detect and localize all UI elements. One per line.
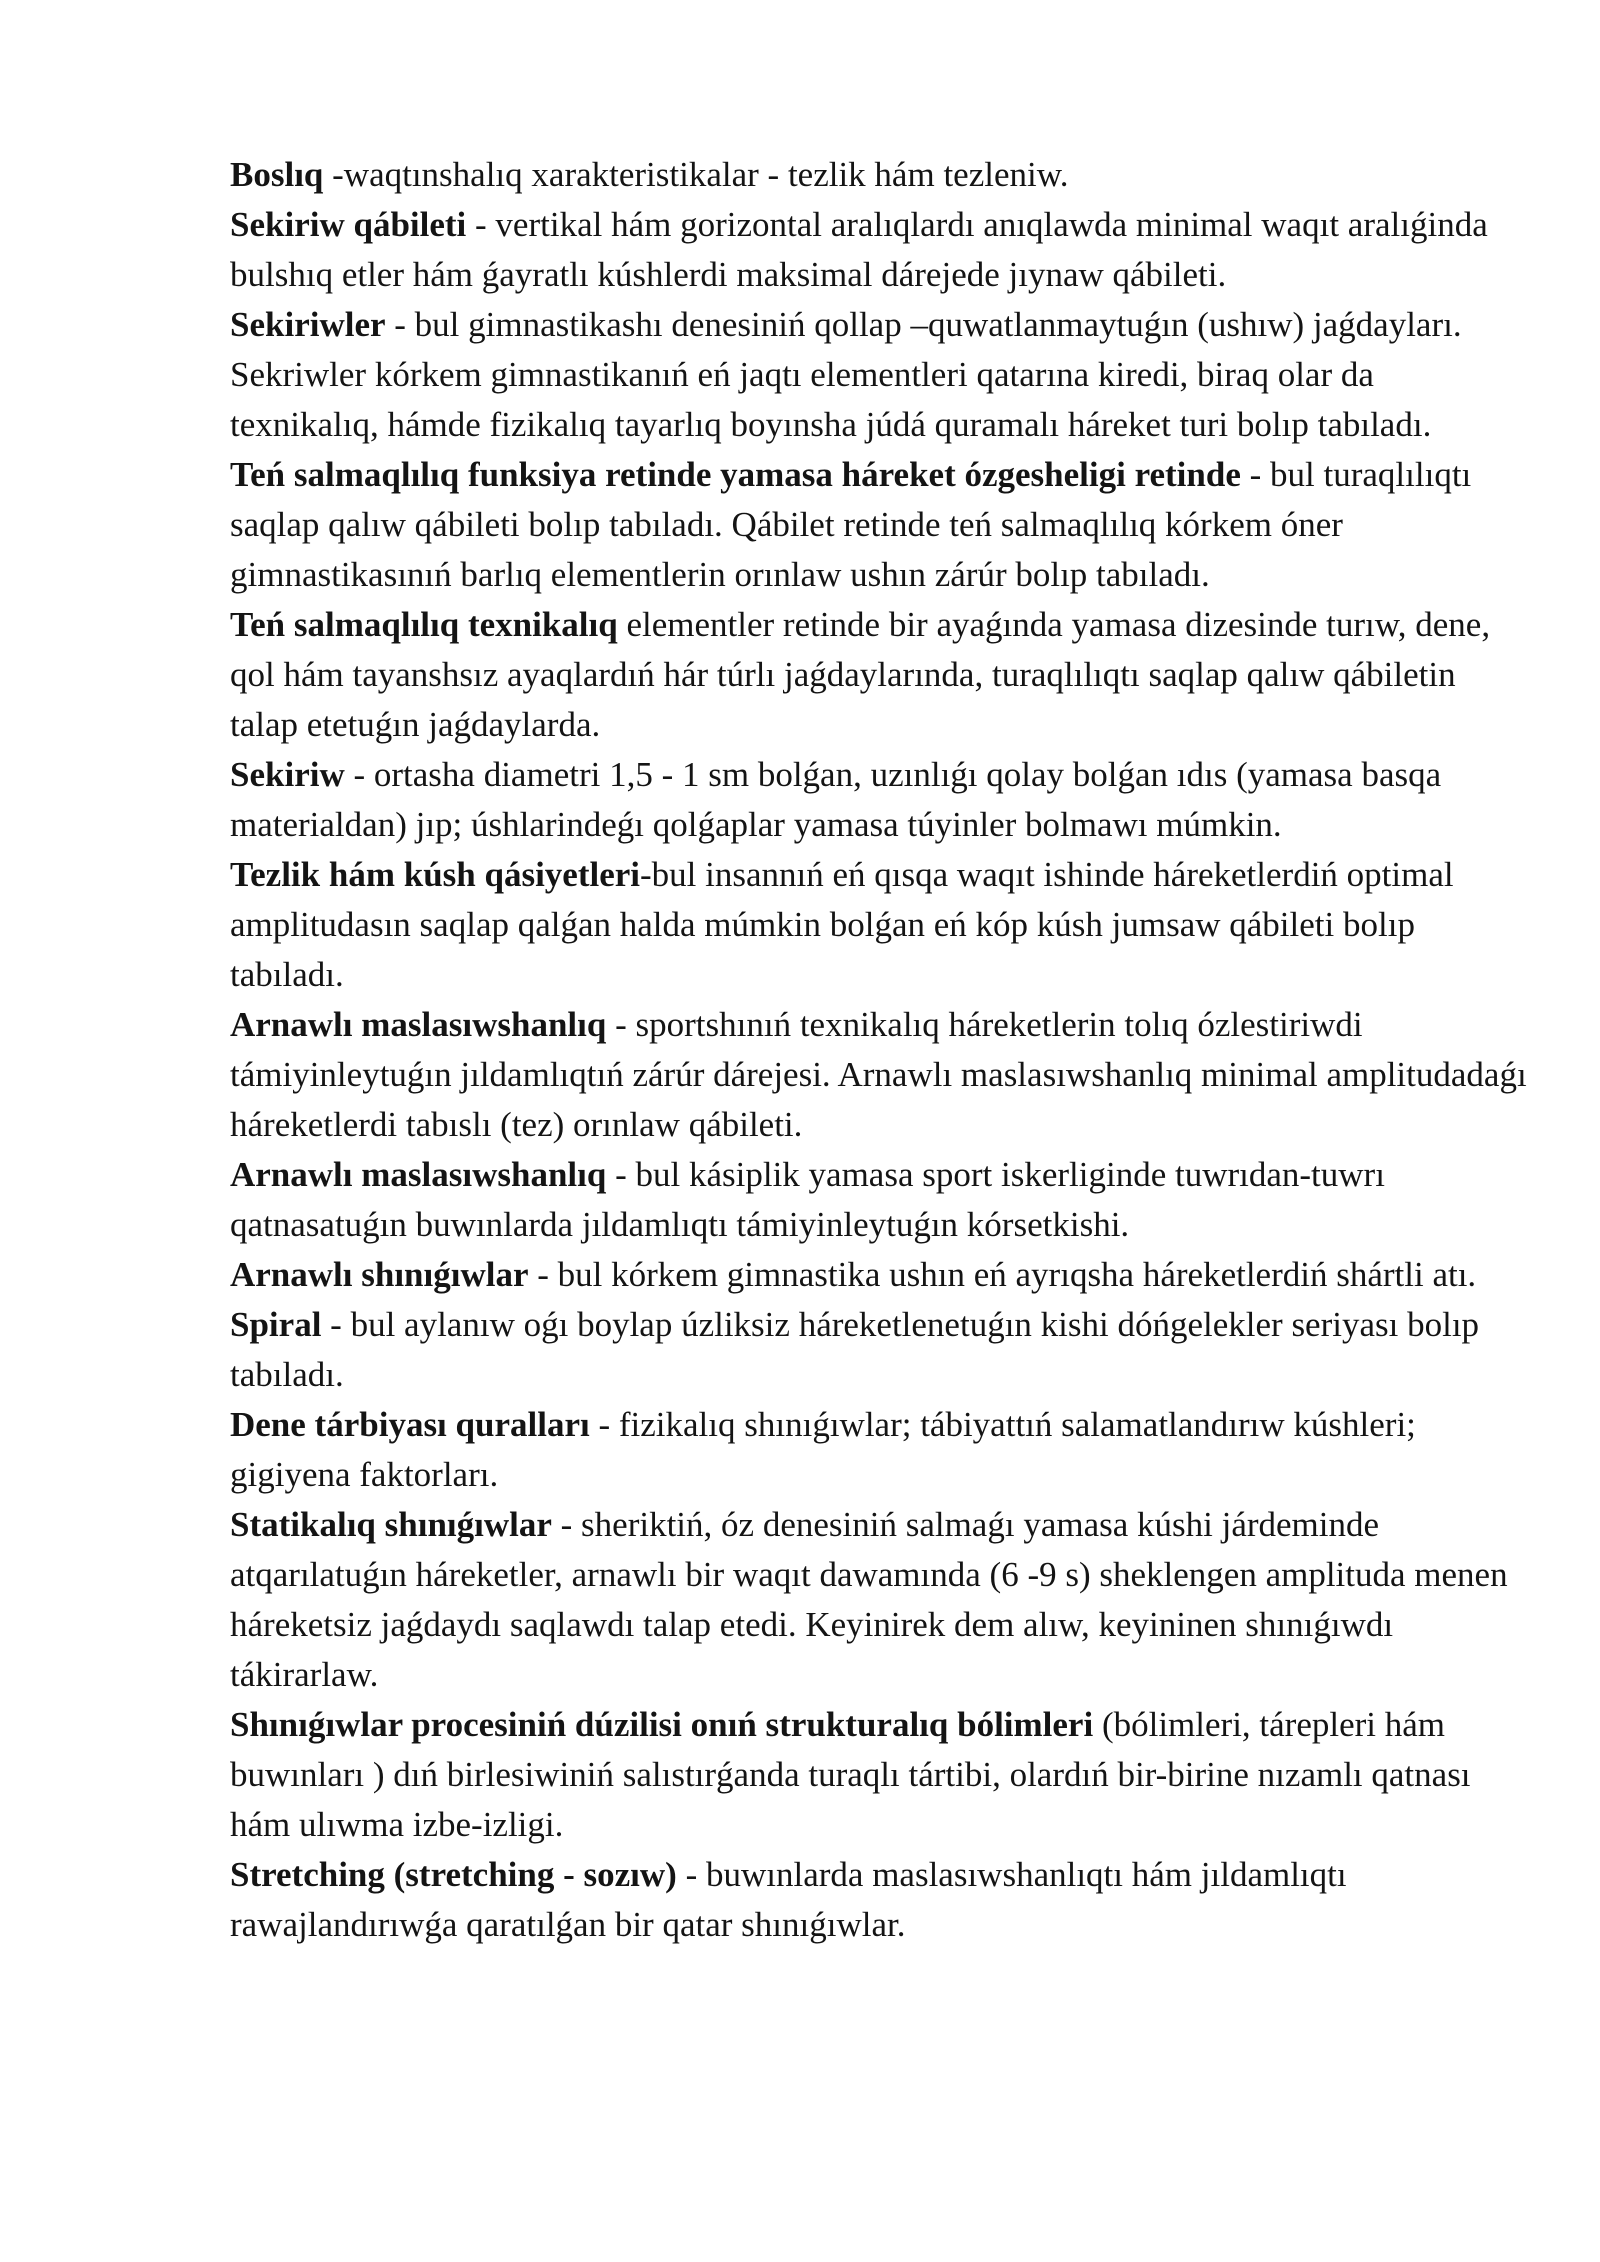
entry-term: Arnawlı maslasıwshanlıq [230, 1155, 607, 1194]
entry-definition: - bul gimnastikashı denesiniń qollap –quwatlanmaytuǵın (ushıw) jaǵdayları. Sekriwler kórkem gimnastikanıń eń jaqtı elementleri qatarına kiredi, biraq olar da texnikalıq, hámde fizikalıq tayarlıq boyınsha júdá quramalı háreket turi bolıp tabıladı. [230, 305, 1462, 444]
glossary-entry [230, 750, 1530, 850]
glossary-entry [230, 200, 1530, 300]
entry-definition: - sheriktiń, óz denesiniń salmaǵı yamasa kúshi járdeminde atqarılatuǵın háreketler, arnawlı bir waqıt dawamında (6 -9 s) sheklengen amplituda menen háreketsiz jaǵdaydı saqlawdı talap etedi. Keyinirek dem alıw, keyininen shınıǵıwdı tákirarlaw. [230, 1505, 1508, 1694]
entry-definition: - fizikalıq shınıǵıwlar; tábiyattıń salamatlandırıw kúshleri; gigiyena faktorları. [230, 1405, 1416, 1494]
entry-definition: - bul kásiplik yamasa sport iskerliginde tuwrıdan-tuwrı qatnasatuǵın buwınlarda jıldamlıqtı támiyinleytuǵın kórsetkishi. [230, 1155, 1385, 1244]
entry-definition: -bul insannıń eń qısqa waqıt ishinde háreketlerdiń optimal amplitudasın saqlap qalǵan halda múmkin bolǵan eń kóp kúsh jumsaw qábileti bolıp tabıladı. [230, 855, 1454, 994]
entry-term: Tezlik hám kúsh qásiyetleri [230, 855, 641, 894]
entry-term: Arnawlı maslasıwshanlıq [230, 1005, 607, 1044]
entry-definition: (bólimleri, tárepleri hám buwınları ) dıń birlesiwiniń salıstırǵanda turaqlı tártibi, olardıń bir-birine nızamlı qatnası hám ulıwma izbe-izligi. [230, 1705, 1471, 1844]
entry-term: Sekiriw qábileti [230, 205, 467, 244]
entry-term: Spiral [230, 1305, 322, 1344]
glossary-entry [230, 1000, 1530, 1150]
entry-term: Teń salmaqlılıq funksiya retinde yamasa háreket ózgesheligi retinde [230, 455, 1241, 494]
entry-term: Sekiriw [230, 755, 345, 794]
glossary-entry [230, 600, 1530, 750]
entry-definition: -waqtınshalıq xarakteristikalar - tezlik hám tezleniw. [323, 155, 1069, 194]
entry-definition: elementler retinde bir ayaǵında yamasa dizesinde turıw, dene, qol hám tayanshsız ayaqlardıń hár túrlı jaǵdaylarında, turaqlılıqtı saqlap qalıw qábiletin talap etetuǵın jaǵdaylarda. [230, 605, 1491, 744]
entry-definition: - buwınlarda maslasıwshanlıqtı hám jıldamlıqtı rawajlandırıwǵa qaratılǵan bir qatar shınıǵıwlar. [230, 1855, 1347, 1944]
entry-definition: - bul aylanıw oǵı boylap úzliksiz háreketlenetuǵın kishi dóńgelekler seriyası bolıp tabıladı. [230, 1305, 1480, 1394]
entry-term: Statikalıq shınıǵıwlar [230, 1505, 552, 1544]
glossary-entry [230, 1400, 1530, 1500]
entry-definition: - ortasha diametri 1,5 - 1 sm bolǵan, uzınlıǵı qolay bolǵan ıdıs (yamasa basqa materialdan) jıp; úshlarindeǵı qolǵaplar yamasa túyinler bolmawı múmkin. [230, 755, 1442, 844]
entry-term: Boslıq [230, 155, 324, 194]
glossary-entry [230, 1850, 1530, 1950]
glossary-entry [230, 1500, 1530, 1700]
glossary-entry [230, 300, 1530, 450]
entry-term: Dene tárbiyası quralları [230, 1405, 590, 1444]
glossary-entry [230, 1700, 1530, 1850]
glossary-body [230, 150, 1530, 1950]
entry-term: Stretching (stretching - sozıw) [230, 1855, 677, 1894]
glossary-entry [230, 1150, 1530, 1250]
entry-definition: - vertikal hám gorizontal aralıqlardı anıqlawda minimal waqıt aralıǵinda bulshıq etler hám ǵayratlı kúshlerdi maksimal dárejede jıynaw qábileti. [230, 205, 1488, 294]
entry-term: Shınıǵıwlar procesiniń dúzilisi onıń strukturalıq bólimleri [230, 1705, 1094, 1744]
glossary-entry [230, 150, 1530, 200]
entry-term: Sekiriwler [230, 305, 386, 344]
entry-definition: - bul turaqlılıqtı saqlap qalıw qábileti bolıp tabıladı. Qábilet retinde teń salmaqlılıq kórkem óner gimnastikasınıń barlıq elementlerin orınlaw ushın zárúr bolıp tabıladı. [230, 455, 1472, 594]
glossary-entry [230, 850, 1530, 1000]
entry-term: Arnawlı shınıǵıwlar [230, 1255, 529, 1294]
glossary-entry [230, 450, 1530, 600]
entry-definition: - sportshınıń texnikalıq háreketlerin tolıq ózlestiriwdi támiyinleytuǵın jıldamlıqtıń zárúr dárejesi. Arnawlı maslasıwshanlıq minimal amplitudadaǵı háreketlerdi tabıslı (tez) orınlaw qábileti. [230, 1005, 1527, 1144]
entry-term: Teń salmaqlılıq texnikalıq [230, 605, 618, 644]
glossary-entry [230, 1250, 1530, 1300]
entry-definition: - bul kórkem gimnastika ushın eń ayrıqsha háreketlerdiń shártli atı. [528, 1255, 1477, 1294]
glossary-entry [230, 1300, 1530, 1400]
